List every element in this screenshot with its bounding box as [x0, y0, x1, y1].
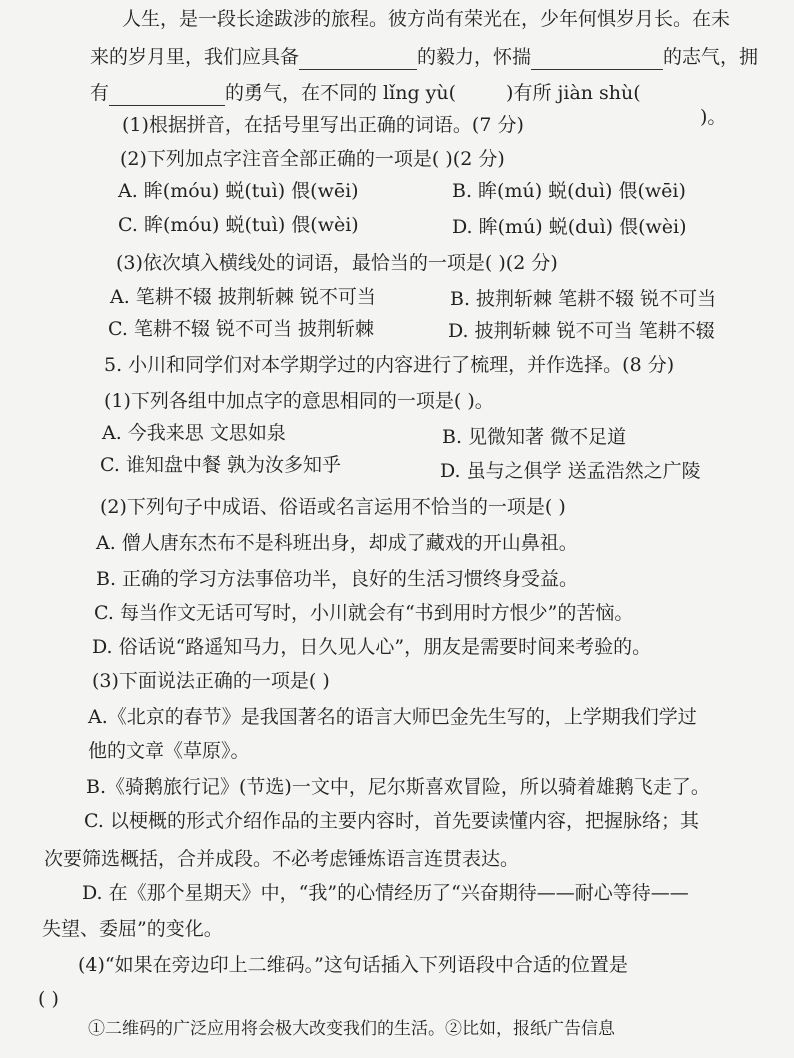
- text: 的志气，拥: [663, 46, 759, 68]
- question-5: 5. 小川和同学们对本学期学过的内容进行了梳理，并作选择。(8 分): [104, 354, 675, 376]
- q5-3-option-c[interactable]: C. 以梗概的形式介绍作品的主要内容时，首先要读懂内容，把握脉络；其: [84, 810, 699, 832]
- q5-1-option-b[interactable]: B. 见微知著 微不足道: [442, 426, 627, 448]
- q2-option-c[interactable]: C. 眸(móu) 蜕(tuì) 偎(wèi): [118, 214, 359, 236]
- q5-2-option-d[interactable]: D. 俗话说“路遥知马力，日久见人心”，朋友是需要时间来考验的。: [92, 636, 652, 658]
- text: 的毅力，怀揣: [417, 46, 532, 68]
- q5-1-option-d[interactable]: D. 虽与之俱学 送孟浩然之广陵: [440, 460, 701, 482]
- q5-2-option-b[interactable]: B. 正确的学习方法事倍功半，良好的生活习惯终身受益。: [96, 568, 579, 590]
- q5-2-option-c[interactable]: C. 每当作文无话可写时，小川就会有“书到用时方恨少”的苦恼。: [94, 602, 634, 624]
- q5-3-option-a[interactable]: A.《北京的春节》是我国著名的语言大师巴金先生写的，上学期我们学过: [88, 706, 697, 728]
- text: 有: [90, 82, 110, 104]
- passage-line-3-end: )。: [700, 106, 727, 128]
- question-2: (2)下列加点字注音全部正确的一项是( )(2 分): [120, 148, 505, 170]
- q3-option-b[interactable]: B. 披荆斩棘 笔耕不辍 锐不可当: [450, 288, 717, 310]
- bottom-passage-line: ①二维码的广泛应用将会极大改变我们的生活。②比如，报纸广告信息: [88, 1019, 615, 1039]
- q5-3-option-d[interactable]: D. 在《那个星期天》中，“我”的心情经历了“兴奋期待——耐心等待——: [82, 882, 689, 904]
- answer-blank-3[interactable]: [109, 85, 225, 106]
- text: 的勇气，在不同的 lǐng yù(: [225, 82, 457, 104]
- q3-option-d[interactable]: D. 披荆斩棘 锐不可当 笔耕不辍: [448, 320, 715, 342]
- answer-blank-1[interactable]: [299, 49, 417, 70]
- passage-line-3: [90, 80, 641, 106]
- q5-4-answer-paren[interactable]: ( ): [38, 988, 59, 1010]
- question-5-4: (4)“如果在旁边印上二维码。”这句话插入下列语段中合适的位置是: [78, 954, 628, 976]
- text: )有所 jiàn shù(: [506, 82, 641, 104]
- q3-option-a[interactable]: A. 笔耕不辍 披荆斩棘 锐不可当: [110, 286, 376, 308]
- q2-option-a[interactable]: A. 眸(móu) 蜕(tuì) 偎(wēi): [118, 180, 359, 202]
- passage-line-2: [90, 44, 758, 70]
- q2-option-d[interactable]: D. 眸(mú) 蜕(duì) 偎(wèi): [452, 216, 687, 238]
- q3-option-c[interactable]: C. 笔耕不辍 锐不可当 披荆斩棘: [108, 318, 375, 340]
- question-3: (3)依次填入横线处的词语，最恰当的一项是( )(2 分): [116, 252, 558, 274]
- q5-1-option-c[interactable]: C. 谁知盘中餐 孰为汝多知乎: [100, 454, 341, 476]
- q2-option-b[interactable]: B. 眸(mú) 蜕(duì) 偎(wēi): [452, 180, 686, 202]
- text: 来的岁月里，我们应具备: [90, 46, 300, 68]
- question-5-2: (2)下列句子中成语、俗语或名言运用不恰当的一项是( ): [100, 496, 566, 518]
- q5-3-option-c-cont: 次要筛选概括，合并成段。不必考虑锤炼语言连贯表达。: [44, 848, 520, 870]
- q5-2-option-a[interactable]: A. 僧人唐东杰布不是科班出身，却成了藏戏的开山鼻祖。: [96, 532, 578, 554]
- q5-3-option-d-cont: 失望、委屈”的变化。: [42, 918, 223, 940]
- question-1: (1)根据拼音，在括号里写出正确的词语。(7 分): [122, 114, 524, 136]
- question-5-1: (1)下列各组中加点字的意思相同的一项是( )。: [104, 390, 494, 412]
- question-5-3: (3)下面说法正确的一项是( ): [92, 670, 330, 692]
- answer-blank-2[interactable]: [531, 49, 663, 70]
- q5-3-option-b[interactable]: B.《骑鹅旅行记》(节选)一文中，尼尔斯喜欢冒险，所以骑着雄鹅飞走了。: [86, 776, 710, 798]
- q5-1-option-a[interactable]: A. 今我来思 文思如泉: [102, 422, 286, 444]
- q5-3-option-a-cont: 他的文章《草原》。: [88, 740, 250, 762]
- passage-line-1: 人生，是一段长途跋涉的旅程。彼方尚有荣光在，少年何惧岁月长。在未: [122, 8, 731, 30]
